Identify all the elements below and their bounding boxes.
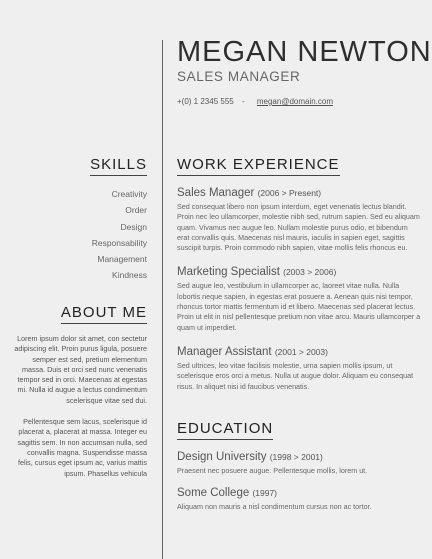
job-entry-title xyxy=(177,265,422,279)
education-dates: (1997) xyxy=(252,488,278,499)
skill-item: Creativity xyxy=(111,189,147,199)
job-description: Sed consequat libero non ipsum interdum, eget venenatis lectus blandit. Proin nec leo ullamcorper, molestie nibh sed, rutrum sapien. Sed eu aliquam quam. Vivamus nec augue leo. Nullam molestie purus odio, et bibendum erat convallis quis. Maecenas nisl mauris, iaculis in sapien eget, sagittis suscipit turpis. Proin commodo nibh sapien, vitae mollis felis rhoncus eu. xyxy=(177,202,420,253)
skill-item: Order xyxy=(125,205,147,216)
contact-line xyxy=(177,97,427,106)
education-entry xyxy=(177,450,422,476)
job-role: Sales Manager xyxy=(177,187,255,199)
job-entry xyxy=(177,265,422,332)
contact-separator: - xyxy=(241,97,245,106)
skill-item: Responsability xyxy=(91,237,147,248)
education-description: Praesent nec posuere augue. Pellentesque mollis, lorem ut. xyxy=(177,466,368,475)
job-description: Sed ultrices, leo vitae facilisis molestie, urna sapien mollis ipsum, ut scelerisque eros orci a metus. Nulla ut augue dolor. Aliquam eu consequat risus. In aliquet nisi id faucibus venenatis. xyxy=(177,360,414,391)
school-name: Some College xyxy=(177,487,250,500)
education-entry-title xyxy=(177,486,422,500)
skill-item: Design xyxy=(120,221,147,232)
education-heading: EDUCATION xyxy=(177,420,273,440)
school-name: Design University xyxy=(177,451,267,463)
job-role: Marketing Specialist xyxy=(177,266,280,279)
job-entry xyxy=(177,186,422,253)
person-name: MEGAN NEWTON xyxy=(177,36,432,68)
about-section xyxy=(0,304,147,479)
resume-header xyxy=(177,36,432,106)
job-entry-title xyxy=(177,345,422,359)
skill-item: Kindness xyxy=(112,270,147,281)
about-paragraph: Pellentesque sem lacus, scelerisque id placerat a, placerat at massa. Integer eu sagittis sem. In non accumsan nulla, sed convallis magna. Suspendisse massa felis, cursus eget ipsum ac, varius mattis ipsum. Phasellus vehicula xyxy=(17,417,147,478)
job-description: Sed augue leo, vestibulum in ullamcorper ac, laoreet vitae nulla. Nulla lobortis neque sapien, in egestas erat posuere a. Aenean quis nisi tempor, rhoncus tortor mattis fermentum id et libero. Maecenas sed placerat lectus. Proin ut elit in nisl pellentesque pretium non vitae arcu. Mauris ullamcorper a quam ut imperdiet. xyxy=(177,281,421,332)
education-section xyxy=(177,420,422,513)
about-heading: ABOUT ME xyxy=(61,304,147,324)
education-dates: (1998 > 2001) xyxy=(269,452,323,462)
education-entry xyxy=(177,486,422,512)
skill-item: Management xyxy=(97,254,147,265)
skills-section xyxy=(0,156,147,284)
job-entry-title xyxy=(177,186,422,200)
education-entry-title xyxy=(177,450,422,464)
education-description: Aliquam non mauris a nisl condimentum cursus non ac tortor. xyxy=(177,502,372,512)
email-link[interactable]: megan@domain.com xyxy=(256,97,334,106)
about-paragraph: Lorem ipsum dolor sit amet, con sectetur adipiscing elit. Proin purus ligula, posuere semper est sed, pretium elementum massa. Duis et orci sed nunc venenatis tempor sed in orci. Maecenas at egestas mi. Nulla id augue a lectus condimentum scelerisque vitae sed dui. xyxy=(14,334,147,405)
job-role: Manager Assistant xyxy=(177,345,272,358)
skills-heading: SKILLS xyxy=(90,156,147,176)
job-title: SALES MANAGER xyxy=(177,69,301,84)
work-experience-section xyxy=(177,156,422,392)
skills-list xyxy=(0,186,147,284)
column-divider xyxy=(162,40,163,559)
job-dates: (2003 > 2006) xyxy=(283,267,337,278)
job-dates: (2001 > 2003) xyxy=(274,346,328,357)
phone-number: +(0) 1 2345 555 xyxy=(177,97,234,106)
work-heading: WORK EXPERIENCE xyxy=(177,156,340,176)
job-dates: (2006 > Present) xyxy=(257,188,322,198)
job-entry xyxy=(177,345,422,392)
